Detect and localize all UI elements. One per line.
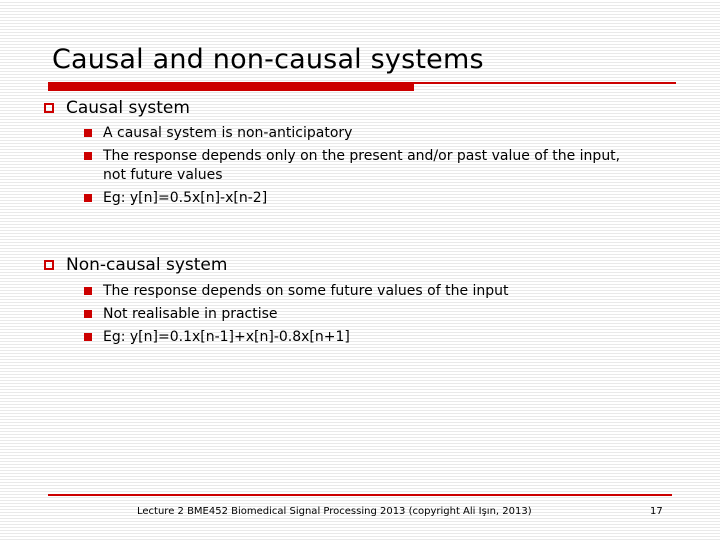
section-heading-label: Causal system [66, 98, 190, 118]
page-number: 17 [650, 506, 663, 517]
filled-square-bullet-icon [84, 333, 92, 341]
list-item [84, 328, 674, 347]
hollow-square-bullet-icon [44, 103, 54, 113]
list-item [84, 124, 674, 143]
list-item [84, 147, 644, 185]
list-item [84, 189, 674, 208]
list-item-text: The response depends on some future values of the input [103, 283, 509, 299]
filled-square-bullet-icon [84, 310, 92, 318]
filled-square-bullet-icon [84, 287, 92, 295]
filled-square-bullet-icon [84, 129, 92, 137]
title-underline-thin [414, 82, 676, 84]
hollow-square-bullet-icon [44, 260, 54, 270]
list-item-text: Eg: y[n]=0.1x[n-1]+x[n]-0.8x[n+1] [103, 329, 350, 345]
title-underline-thick [48, 82, 414, 91]
footer-divider [48, 494, 672, 496]
section-heading-non-causal [44, 255, 227, 275]
filled-square-bullet-icon [84, 152, 92, 160]
list-item-text: Eg: y[n]=0.5x[n]-x[n-2] [103, 190, 268, 206]
slide-title: Causal and non-causal systems [52, 44, 484, 75]
section-heading-label: Non-causal system [66, 255, 228, 275]
list-item-text: Not realisable in practise [103, 306, 278, 322]
footer-text: Lecture 2 BME452 Biomedical Signal Processing 2013 (copyright Ali Işın, 2013) [137, 506, 532, 517]
filled-square-bullet-icon [84, 194, 92, 202]
list-item-text: A causal system is non-anticipatory [103, 125, 353, 141]
list-item-text: The response depends only on the present and/or past value of the input, not future values [103, 148, 621, 183]
list-item [84, 305, 674, 324]
section-heading-causal [44, 98, 190, 118]
list-item [84, 282, 674, 301]
